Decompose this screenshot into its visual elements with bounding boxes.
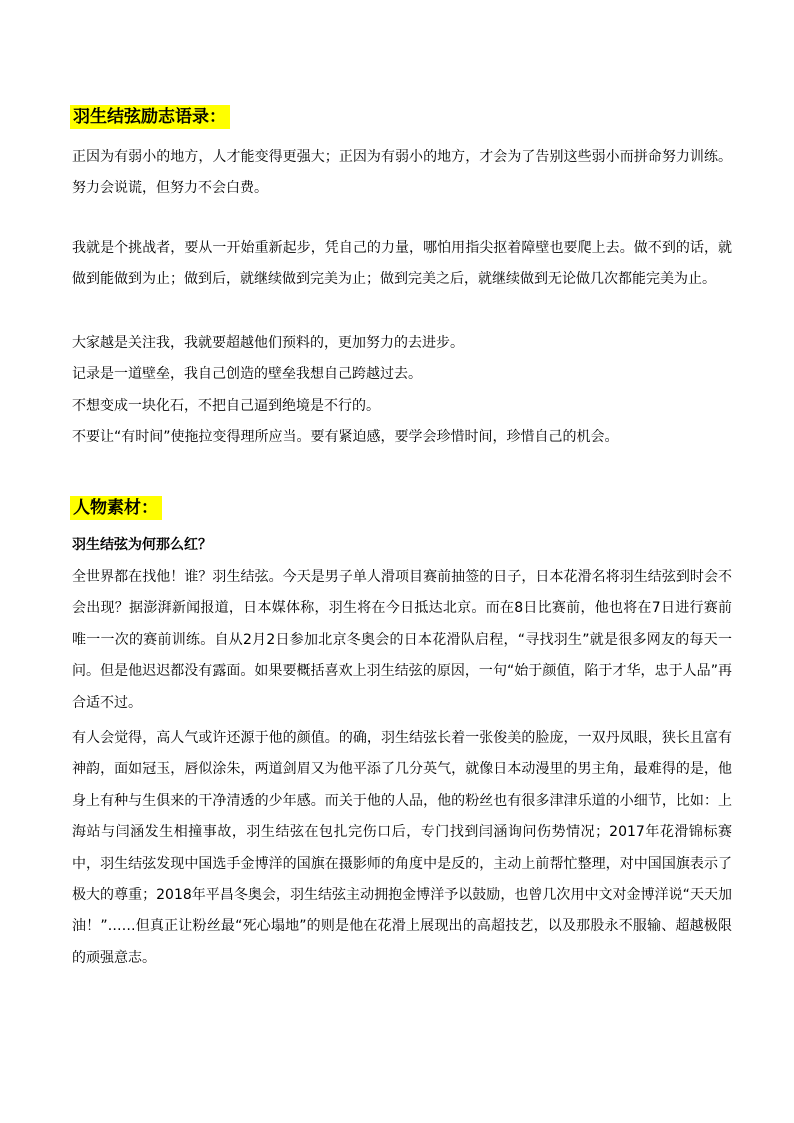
quote-paragraph-1: 正因为有弱小的地方，人才能变得更强大；正因为有弱小的地方，才会为了告别这些弱小而拼命努力训练。努力会说谎，但努力不会白费。 <box>72 149 732 197</box>
quote-line: 记录是一道壁垒，我自己创造的壁垒我想自己跨越过去。 <box>72 366 422 383</box>
quote-line: 大家越是关注我，我就要超越他们预料的，更加努力的去进步。 <box>72 335 464 351</box>
material-subheading: 羽生结弦为何那么红？ <box>72 537 212 553</box>
quote-line: 不想变成一块化石，不把自己逼到绝境是不行的。 <box>72 397 380 414</box>
section-heading-material: 人物素材： <box>70 496 162 520</box>
quote-lines <box>72 328 732 454</box>
material-paragraph-1: 全世界都在找他！谁？羽生结弦。今天是男子单人滑项目赛前抽签的日子，日本花滑名将羽生结弦到时会不会出现？据澎湃新闻报道，日本媒体称，羽生将在今日抵达北京。而在8日比赛前，他也将在7日进行赛前唯一一次的赛前训练。自从2月2日参加北京冬奥会的日本花滑队启程，“寻找羽生”就是很多网友的每天一问。但是他迟迟都没有露面。如果要概括喜欢上羽生结弦的原因，一句“始于颜值，陷于才华，忠于人品”再合适不过。 <box>72 569 732 711</box>
material-paragraph-2: 有人会觉得，高人气或许还源于他的颜值。的确，羽生结弦长着一张俊美的脸庞，一双丹凤眼，狭长且富有神韵，面如冠玉，唇似涂朱，两道剑眉又为他平添了几分英气，就像日本动漫里的男主角，最难得的是，他身上有种与生俱来的干净清透的少年感。而关于他的人品，他的粉丝也有很多津津乐道的小细节，比如：上海站与闫涵发生相撞事故，羽生结弦在包扎完伤口后，专门找到闫涵询问伤势情况；2017年花滑锦标赛中，羽生结弦发现中国选手金博洋的国旗在摄影师的角度中是反的，主动上前帮忙整理，对中国国旗表示了极大的尊重；2018年平昌冬奥会，羽生结弦主动拥抱金博洋予以鼓励，也曾几次用中文对金博洋说“天天加油！”……但真正让粉丝最“死心塌地”的则是他在花滑上展现出的高超技艺，以及那股永不服输、超越极限的顽强意志。 <box>72 730 732 966</box>
quote-paragraph-2: 我就是个挑战者，要从一开始重新起步，凭自己的力量，哪怕用指尖抠着障壁也要爬上去。做不到的话，就做到能做到为止；做到后，就继续做到完美为止；做到完美之后，就继续做到无论做几次都能完美为止。 <box>72 240 732 288</box>
section-heading-quotes: 羽生结弦励志语录： <box>70 105 230 129</box>
quote-line: 不要让“有时间”使拖拉变得理所应当。要有紧迫感，要学会珍惜时间，珍惜自己的机会。 <box>72 429 619 446</box>
